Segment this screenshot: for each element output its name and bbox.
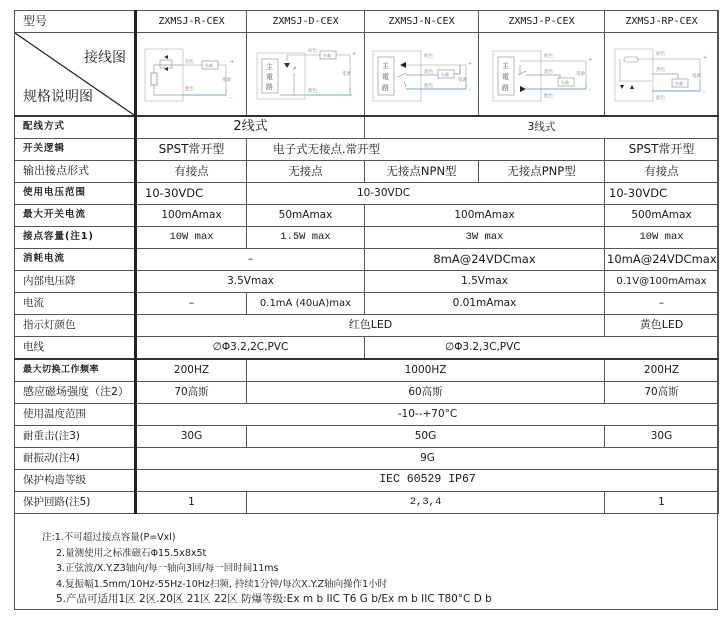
svg-text:黑色: 黑色 (543, 70, 553, 75)
cell-output-d: 无接点 (247, 161, 365, 183)
wiring-diagram-row (15, 33, 719, 117)
model-row (15, 11, 719, 33)
svg-text:–: – (229, 95, 232, 101)
wiring-diagram-d (247, 33, 365, 117)
cell-shock-r: 30G (136, 426, 247, 448)
cell-logic-rp: SPST常开型 (605, 139, 719, 161)
label-temperature-range: 使用温度范围 (15, 404, 136, 426)
label-sensing-field: 感应磁场强度（注2） (15, 382, 136, 404)
svg-text:藍色: 藍色 (423, 84, 433, 89)
cell-cap-rp: 10W max (605, 227, 719, 249)
model-p: ZXMSJ-P-CEX (479, 11, 605, 33)
svg-text:藍色: 藍色 (307, 89, 317, 94)
cell-3wire: 3线式 (365, 116, 719, 139)
row-vibration-resistance (15, 448, 719, 470)
cell-logic-r: SPST常开型 (136, 139, 247, 161)
note-3: 3.正弦波/X.Y.Z3轴向/每一轴向3回/每一回时间11ms (56, 563, 279, 574)
svg-text:主: 主 (265, 63, 273, 71)
note-2: 2.量测使用之标准磁石Φ15.5x8x5t (56, 547, 207, 559)
cell-cap-np: 3W max (365, 227, 605, 249)
svg-text:棕色: 棕色 (307, 49, 317, 54)
svg-text:↗: ↗ (291, 66, 296, 72)
model-r: ZXMSJ-R-CEX (136, 11, 247, 33)
cell-protection-class: IEC 60529 IP67 (136, 470, 719, 492)
cell-protcirc-mid: 2,3,4 (247, 492, 605, 514)
svg-text:主: 主 (501, 62, 509, 70)
row-wiring-method (15, 116, 719, 139)
svg-text:棕色: 棕色 (423, 54, 433, 59)
cell-freq-r: 200HZ (136, 359, 247, 382)
note-1: 注:1.不可超过接点容量(P=Vxl) (42, 532, 176, 543)
cell-logic-electronic: 电子式无接点.常开型 (247, 139, 605, 161)
cell-field-mid: 60高斯 (247, 382, 605, 404)
label-consumption-current: 消耗电流 (15, 249, 136, 271)
label-output-contact: 输出接点形式 (15, 161, 136, 183)
cell-consume-rp: 10mA@24VDCmax (605, 249, 719, 271)
cell-drop-np: 1.5Vmax (365, 271, 605, 293)
svg-text:路: 路 (381, 84, 389, 92)
svg-text:電源: 電源 (221, 78, 231, 83)
cell-maxcur-rp: 500mAmax (605, 205, 719, 227)
svg-text:負載: 負載 (322, 53, 331, 58)
reed-switch-diagram-icon (142, 43, 242, 105)
row-max-switch-current (15, 205, 719, 227)
cell-cap-d: 1.5W max (247, 227, 365, 249)
row-indicator-color (15, 315, 719, 337)
cell-field-r: 70高斯 (136, 382, 247, 404)
cell-protcirc-rp: 1 (605, 492, 719, 514)
svg-text:+: + (351, 51, 356, 57)
cell-current-rp: – (605, 293, 719, 315)
spec-diagram-label: 规格说明图 (23, 88, 93, 105)
svg-text:電: 電 (381, 73, 389, 81)
label-internal-voltage-drop: 内部电压降 (15, 271, 136, 293)
row-switch-logic (15, 139, 719, 161)
cell-freq-mid: 1000HZ (247, 359, 605, 382)
svg-text:電源: 電源 (341, 72, 351, 77)
cell-field-rp: 70高斯 (605, 382, 719, 404)
label-contact-capacity: 接点容量(注1) (15, 227, 136, 249)
model-label: 型号 (15, 11, 136, 33)
label-vibration-resistance: 耐振动(注4) (15, 448, 136, 470)
note-4: 4.复振幅1.5mm/10Hz-55Hz-10Hz扫频, 持续1分钟/每次X.Y.Z轴向操作1小时 (56, 578, 388, 590)
diagonal-header-cell (15, 33, 136, 117)
model-rp: ZXMSJ-RP-CEX (605, 11, 719, 33)
cell-consume-np: 8mA@24VDCmax (365, 249, 605, 271)
row-current (15, 293, 719, 315)
label-max-switch-current: 最大开关电流 (15, 205, 136, 227)
label-protection-circuit: 保护回路(注5) (15, 492, 136, 514)
cell-output-p: 无接点PNP型 (479, 161, 605, 183)
row-contact-capacity (15, 227, 719, 249)
svg-text:–: – (702, 89, 705, 95)
electronic-2wire-diagram-icon (254, 43, 358, 105)
label-wiring-method: 配线方式 (15, 116, 136, 139)
wiring-diagram-n (365, 33, 479, 117)
label-shock-resistance: 耐重击(注3) (15, 426, 136, 448)
svg-text:電源: 電源 (691, 74, 701, 79)
svg-text:藍色: 藍色 (543, 94, 553, 99)
svg-text:藍色: 藍色 (184, 87, 194, 92)
label-switch-logic: 开关逻辑 (15, 139, 136, 161)
label-indicator-color: 指示灯颜色 (15, 315, 136, 337)
row-protection-circuit (15, 492, 719, 514)
note-5: 5.产品可适用1区 2区.20区 21区 22区 防爆等级:Ex m b IIC T6 G b/Ex m b IIC T80°C D b (56, 593, 492, 605)
svg-text:棕色: 棕色 (184, 60, 194, 65)
wiring-diagram-rp (605, 33, 719, 117)
cell-led-red: 红色LED (136, 315, 605, 337)
cell-maxcur-np: 100mAmax (365, 205, 605, 227)
wiring-diagram-label: 接线图 (84, 50, 126, 66)
svg-text:黑色: 黑色 (423, 70, 433, 75)
svg-text:–: – (587, 87, 590, 93)
cell-current-r: – (136, 293, 247, 315)
label-voltage-range: 使用电压范围 (15, 183, 136, 205)
cell-freq-rp: 200HZ (605, 359, 719, 382)
cell-shock-mid: 50G (247, 426, 605, 448)
cell-vibration: 9G (136, 448, 719, 470)
model-d: ZXMSJ-D-CEX (247, 11, 365, 33)
row-sensing-field (15, 382, 719, 404)
label-current: 电流 (15, 293, 136, 315)
cell-output-r: 有接点 (136, 161, 247, 183)
row-internal-voltage-drop (15, 271, 719, 293)
row-output-contact (15, 161, 719, 183)
cell-output-rp: 有接点 (605, 161, 719, 183)
svg-text:負載: 負載 (560, 80, 569, 85)
cell-cable-3c: ∅Φ3.2,3C,PVC (365, 337, 719, 360)
svg-text:負載: 負載 (674, 81, 683, 86)
svg-text:路: 路 (501, 84, 509, 92)
row-protection-class (15, 470, 719, 492)
model-n: ZXMSJ-N-CEX (365, 11, 479, 33)
pnp-diagram-icon (490, 43, 594, 105)
cell-cable-2c: ∅Φ3.2,2C,PVC (136, 337, 365, 360)
cell-maxcur-r: 100mAmax (136, 205, 247, 227)
cell-voltage-rp: 10-30VDC (605, 183, 719, 205)
svg-text:負載: 負載 (204, 63, 213, 68)
svg-text:黑色: 黑色 (655, 68, 665, 73)
cell-current-np: 0.01mAmax (365, 293, 605, 315)
cell-temperature: -10--+70°C (136, 404, 719, 426)
svg-text:路: 路 (265, 83, 273, 91)
cell-shock-rp: 30G (605, 426, 719, 448)
row-shock-resistance (15, 426, 719, 448)
row-max-frequency (15, 359, 719, 382)
row-voltage-range (15, 183, 719, 205)
svg-text:棕色: 棕色 (543, 54, 553, 59)
reed-3wire-diagram-icon (612, 41, 712, 107)
row-consumption-current (15, 249, 719, 271)
svg-text:電源: 電源 (575, 72, 585, 77)
cell-output-n: 无接点NPN型 (365, 161, 479, 183)
spec-table (14, 10, 719, 514)
cell-voltage-mid: 10-30VDC (247, 183, 605, 205)
cell-cap-r: 10W max (136, 227, 247, 249)
label-max-frequency: 最大切换工作频率 (15, 359, 136, 382)
row-cable (15, 337, 719, 360)
wiring-diagram-r (136, 33, 247, 117)
svg-text:–: – (467, 87, 470, 93)
svg-text:+: + (702, 55, 707, 61)
cell-maxcur-d: 50mAmax (247, 205, 365, 227)
cell-2wire: 2线式 (136, 116, 365, 139)
cell-drop-rp: 0.1V@100mAmax (605, 271, 719, 293)
svg-text:電: 電 (265, 73, 273, 81)
wiring-diagram-p (479, 33, 605, 117)
svg-text:電源: 電源 (457, 78, 467, 83)
svg-text:棕色: 棕色 (655, 52, 665, 57)
label-protection-class: 保护构造等级 (15, 470, 136, 492)
cell-led-yellow: 黄色LED (605, 315, 719, 337)
cell-current-d: 0.1mA (40uA)max (247, 293, 365, 315)
svg-text:電: 電 (501, 73, 509, 81)
footnotes (42, 530, 492, 608)
row-temperature-range (15, 404, 719, 426)
label-cable: 电线 (15, 337, 136, 360)
svg-text:主: 主 (381, 62, 389, 70)
svg-text:+: + (587, 57, 592, 63)
npn-diagram-icon (370, 43, 474, 105)
svg-text:+: + (229, 59, 234, 65)
svg-text:負載: 負載 (440, 72, 449, 77)
cell-protcirc-r: 1 (136, 492, 247, 514)
cell-voltage-r: 10-30VDC (136, 183, 247, 205)
cell-drop-rd: 3.5Vmax (136, 271, 365, 293)
svg-text:+: + (467, 61, 472, 67)
svg-text:藍色: 藍色 (655, 96, 665, 101)
cell-consume-rd: – (136, 249, 365, 271)
